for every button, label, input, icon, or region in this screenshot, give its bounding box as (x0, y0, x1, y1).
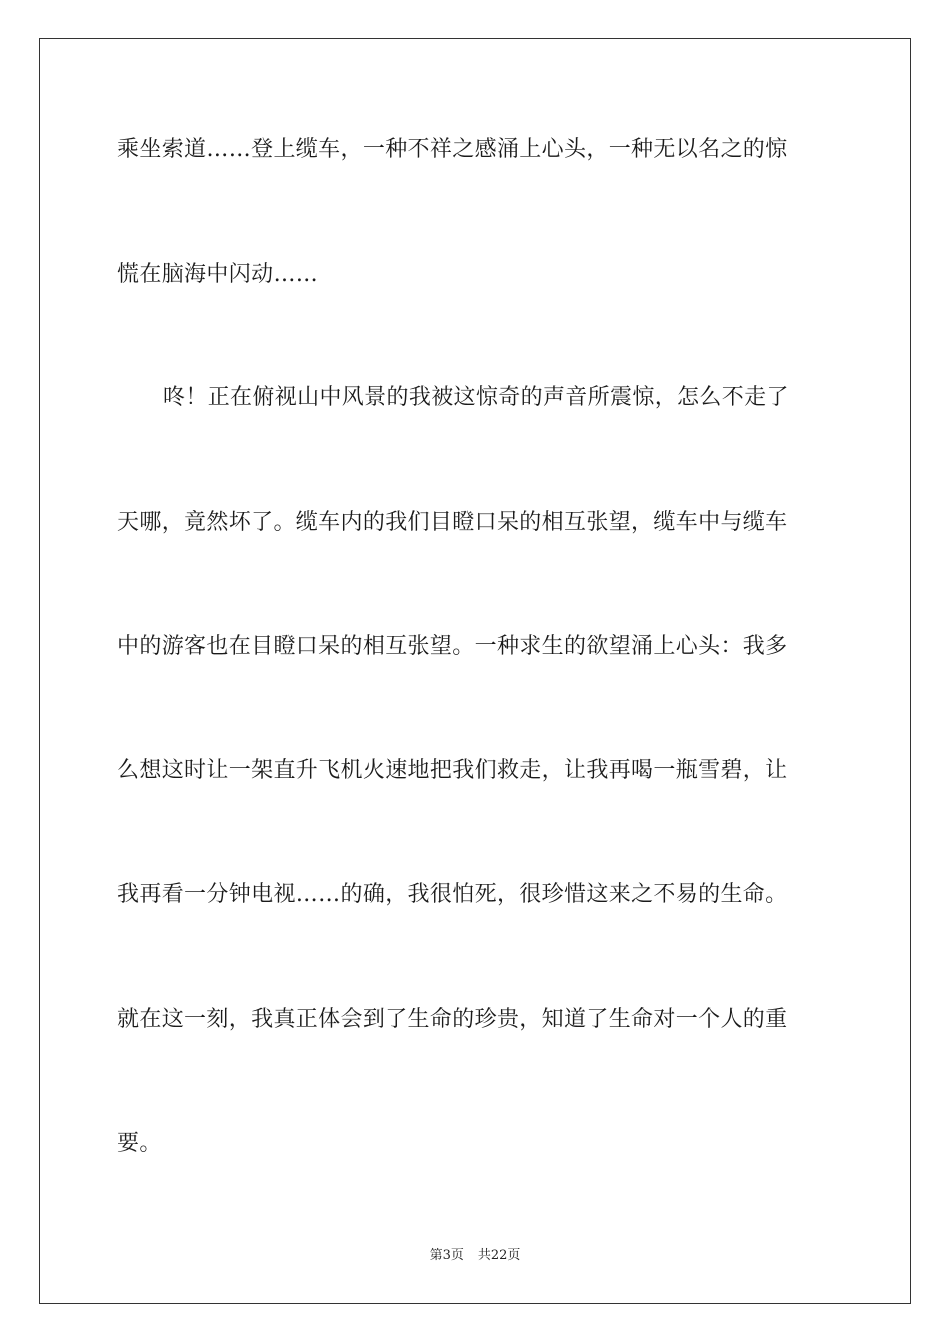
text-line: 天哪，竟然坏了。缆车内的我们目瞪口呆的相互张望，缆车中与缆车 (117, 510, 788, 535)
page-border (39, 38, 911, 1304)
current-page-number: 第3页 (429, 1248, 464, 1263)
text-line: 么想这时让一架直升飞机火速地把我们救走，让我再喝一瓶雪碧，让 (117, 758, 788, 783)
text-line: 要。 (117, 1131, 162, 1156)
text-line: 慌在脑海中闪动…… (117, 262, 319, 287)
page-footer (0, 1247, 950, 1265)
text-line-paragraph-start: 咚！正在俯视山中风景的我被这惊奇的声音所震惊，怎么不走了 (163, 385, 789, 410)
text-line: 乘坐索道……登上缆车，一种不祥之感涌上心头，一种无以名之的惊 (117, 137, 788, 162)
text-line: 就在这一刻，我真正体会到了生命的珍贵，知道了生命对一个人的重 (117, 1007, 788, 1032)
total-page-count: 共22页 (477, 1248, 521, 1263)
text-line: 中的游客也在目瞪口呆的相互张望。一种求生的欲望涌上心头：我多 (117, 634, 788, 659)
text-line: 我再看一分钟电视……的确，我很怕死，很珍惜这来之不易的生命。 (117, 882, 788, 907)
